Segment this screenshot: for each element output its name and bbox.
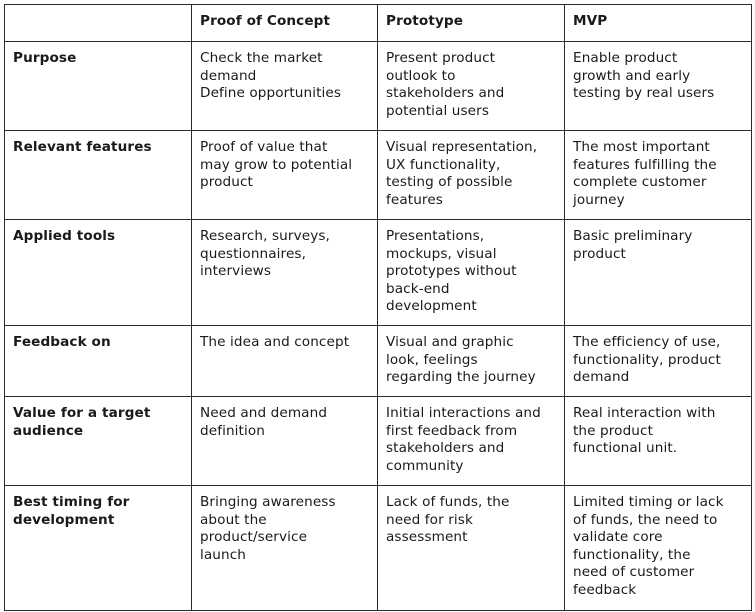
table-cell: Real interaction with the product functional unit.: [565, 397, 752, 486]
table-cell: The most important features fulfilling the complete customer journey: [565, 131, 752, 220]
table-cell: Basic preliminary product: [565, 220, 752, 326]
table-cell: Lack of funds, the need for risk assessment: [378, 486, 565, 611]
table-cell: Research, surveys, questionnaires, interviews: [192, 220, 378, 326]
row-label-best-timing: Best timing for development: [5, 486, 192, 611]
comparison-table: [4, 4, 752, 611]
header-row: [5, 5, 752, 42]
table-row: [5, 486, 752, 611]
header-cell-empty: [5, 5, 192, 42]
table-row: [5, 42, 752, 131]
table-cell: Need and demand definition: [192, 397, 378, 486]
table-cell: Visual representation, UX functionality, testing of possible features: [378, 131, 565, 220]
table-cell: Visual and graphic look, feelings regarding the journey: [378, 326, 565, 397]
table-cell: Presentations, mockups, visual prototypes without back-end development: [378, 220, 565, 326]
table-row: [5, 220, 752, 326]
table-cell: The idea and concept: [192, 326, 378, 397]
table-cell: Proof of value that may grow to potential product: [192, 131, 378, 220]
table-row: [5, 397, 752, 486]
row-label-applied-tools: Applied tools: [5, 220, 192, 326]
table-cell: Enable product growth and early testing by real users: [565, 42, 752, 131]
header-cell-proof-of-concept: Proof of Concept: [192, 5, 378, 42]
header-cell-mvp: MVP: [565, 5, 752, 42]
table-cell: Check the market demand Define opportunities: [192, 42, 378, 131]
table-cell: Bringing awareness about the product/service launch: [192, 486, 378, 611]
table-cell: Initial interactions and first feedback from stakeholders and community: [378, 397, 565, 486]
row-label-purpose: Purpose: [5, 42, 192, 131]
header-cell-prototype: Prototype: [378, 5, 565, 42]
table-row: [5, 326, 752, 397]
table-row: [5, 131, 752, 220]
table-cell: The efficiency of use, functionality, product demand: [565, 326, 752, 397]
table-cell: Present product outlook to stakeholders and potential users: [378, 42, 565, 131]
row-label-value-for-target-audience: Value for a target audience: [5, 397, 192, 486]
row-label-feedback-on: Feedback on: [5, 326, 192, 397]
table-cell: Limited timing or lack of funds, the need to validate core functionality, the need of customer feedback: [565, 486, 752, 611]
row-label-relevant-features: Relevant features: [5, 131, 192, 220]
